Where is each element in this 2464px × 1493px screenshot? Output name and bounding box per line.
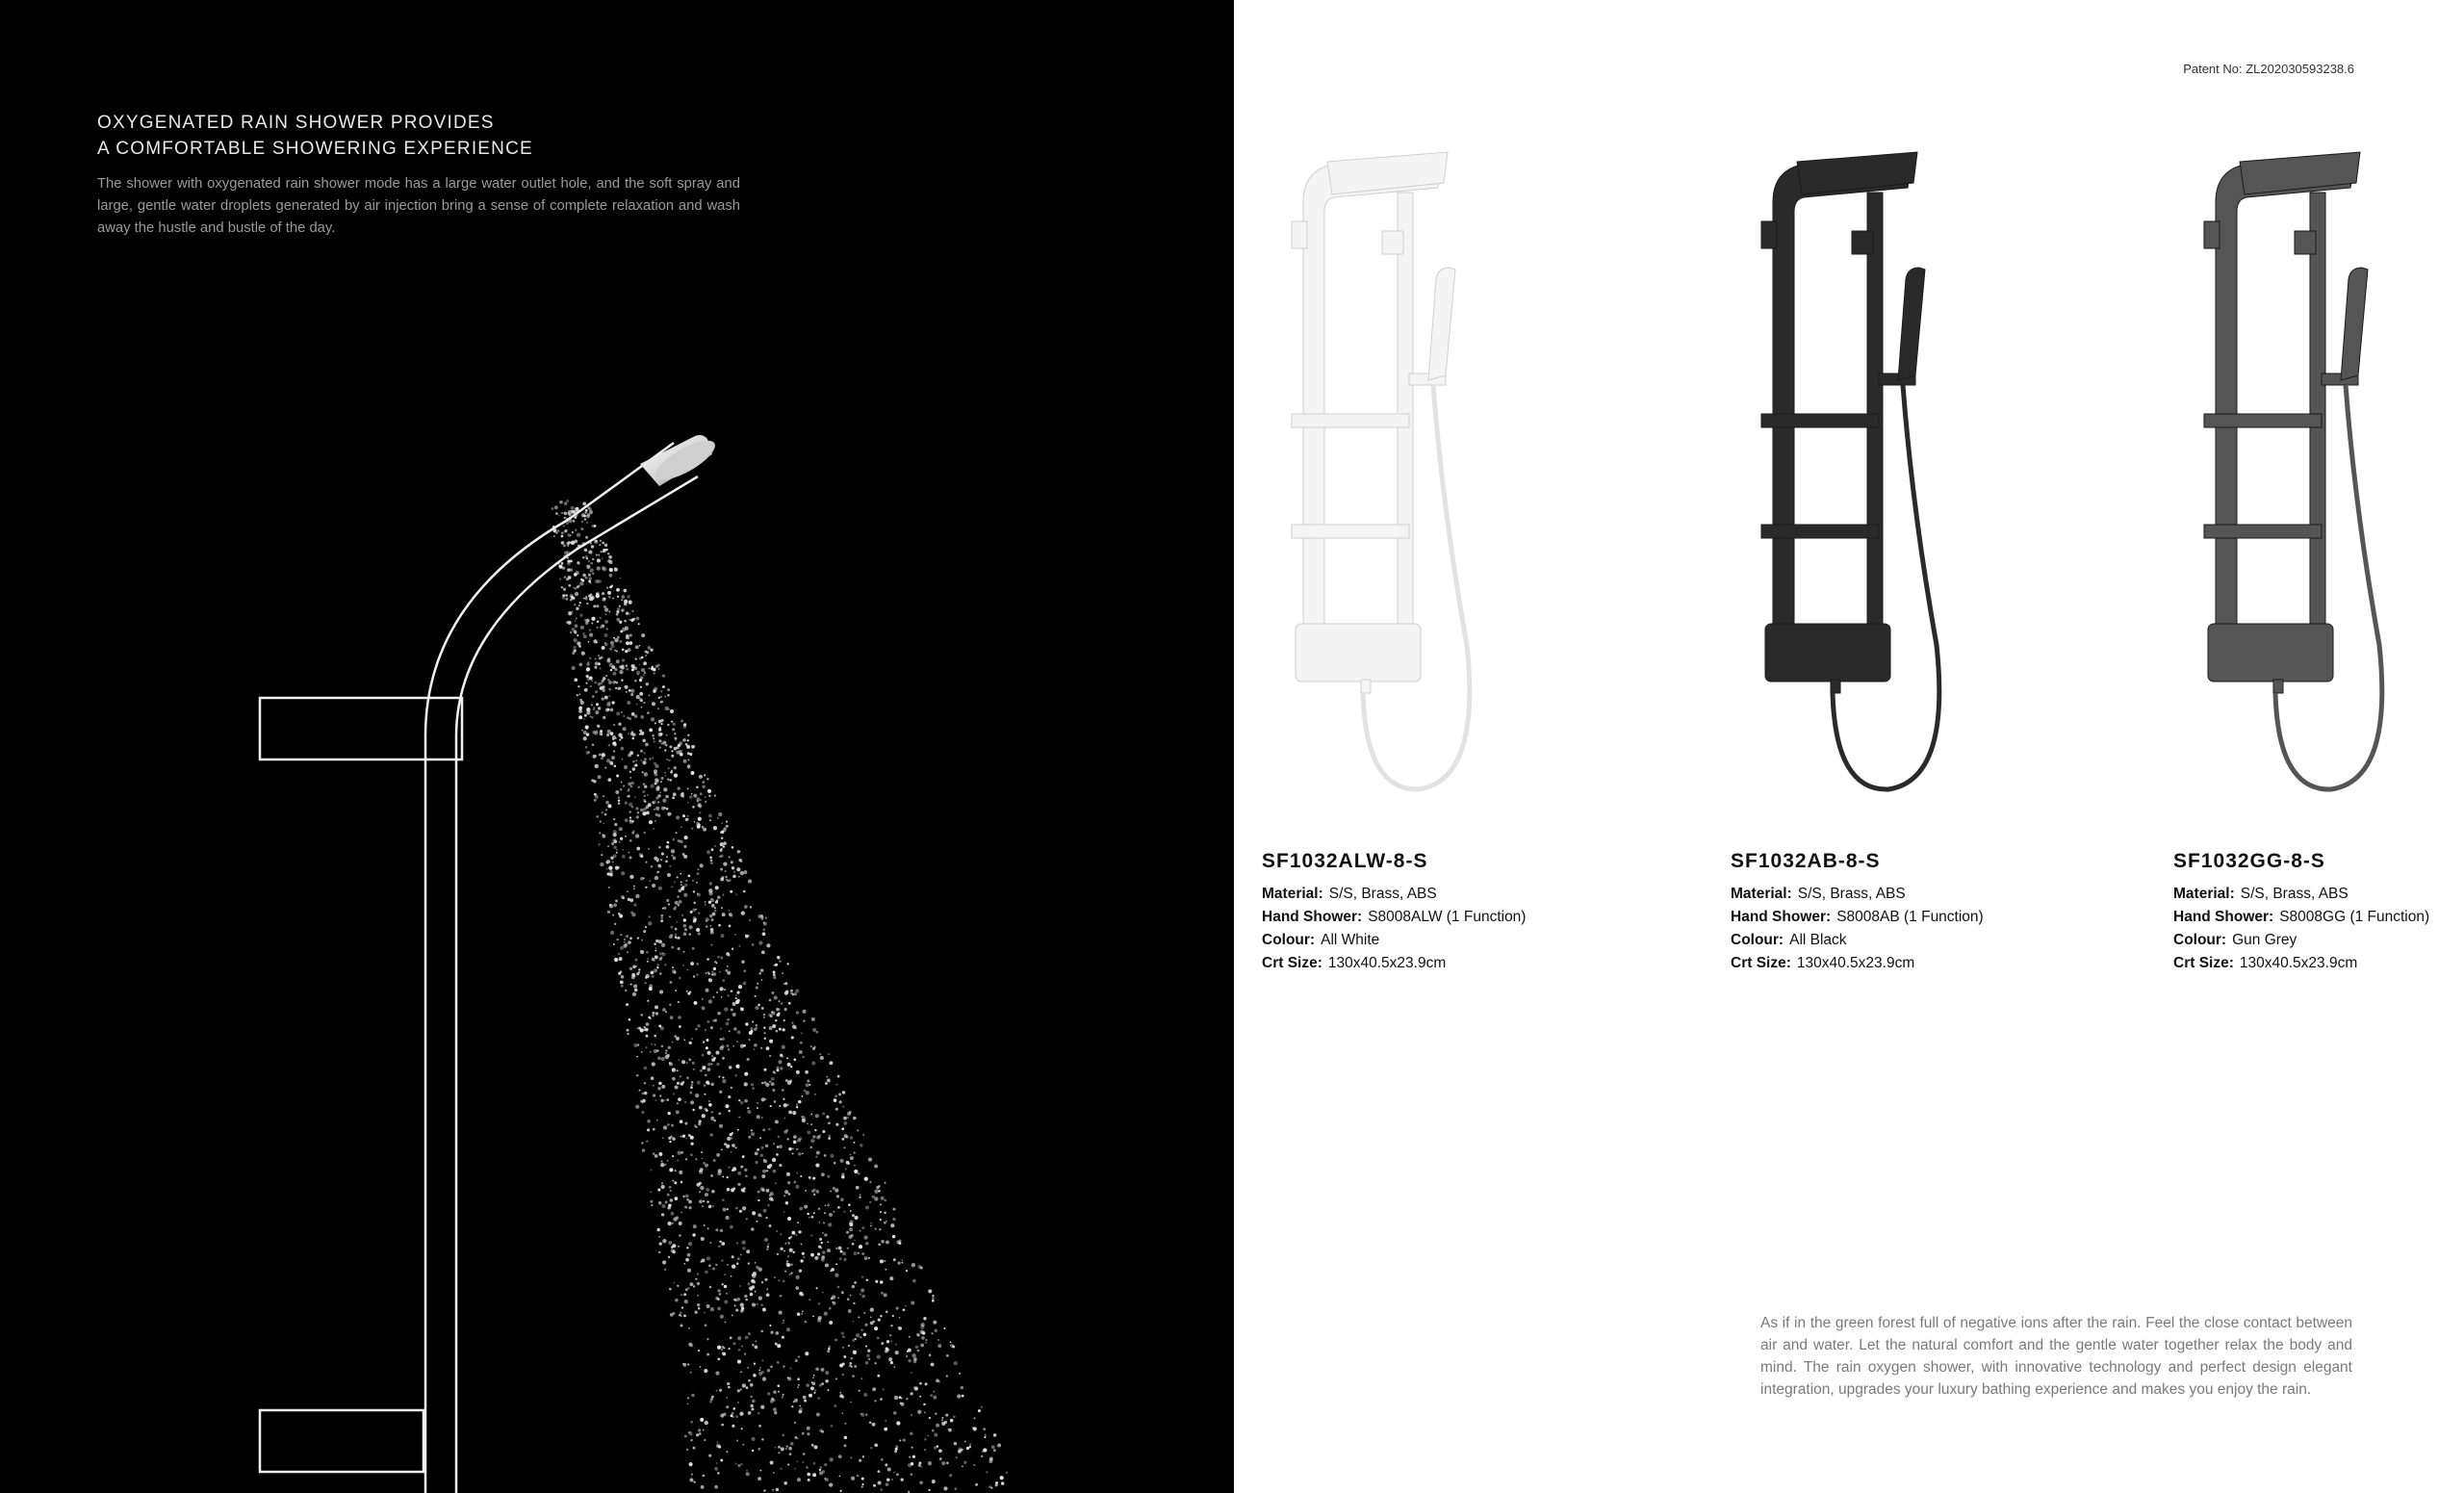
spec-row: Hand Shower: S8008ALW (1 Function) [1262,909,1527,925]
closing-paragraph: As if in the green forest full of negative ions after the rain. Feel the close contact between air and water. Let the natural comfort and the gentle water together relax the body and mind. The rain oxygen shower, with innovative technology and perfect design elegant integration, upgrades your luxury bathing experience and makes you enjoy the rain. [1760,1315,2352,1398]
spec-row: Colour: Gun Grey [2173,932,2297,948]
hero-headline [97,110,533,162]
model-number: SF1032AB-8-S [1731,850,1881,872]
spec-row: Colour: All Black [1731,932,1847,948]
product-image-black [1744,144,1975,799]
shower-head-icon [640,433,720,487]
water-spray [552,500,1008,1493]
patent-number: Patent No: ZL202030593238.6 [2183,62,2354,76]
spec-row: Hand Shower: S8008GG (1 Function) [2173,909,2430,925]
spec-row: Material: S/S, Brass, ABS [2173,886,2348,902]
spec-row: Hand Shower: S8008AB (1 Function) [1731,909,1984,925]
headline-line-2: A COMFORTABLE SHOWERING EXPERIENCE [97,139,533,159]
spec-block [1262,850,1526,975]
spec-row: Crt Size: 130x40.5x23.9cm [1262,955,1447,971]
spec-row: Crt Size: 130x40.5x23.9cm [1731,955,1915,971]
product-panel [1234,0,2464,1493]
spec-row: Material: S/S, Brass, ABS [1262,886,1437,902]
product-image-grey [2187,144,2418,799]
spec-row: Colour: All White [1262,932,1380,948]
spec-block [1731,850,1984,975]
spec-block [2173,850,2429,975]
hero-intro-text: The shower with oxygenated rain shower mode has a large water outlet hole, and the soft spray and large, gentle water droplets generated by air injection bring a sense of complete relaxation and wash away the hustle and bustle of the day. [97,176,740,236]
model-number: SF1032GG-8-S [2173,850,2325,872]
headline-line-1: OXYGENATED RAIN SHOWER PROVIDES [97,113,495,133]
product-image-white [1274,144,1505,799]
rain-shower-illustration [0,404,1234,1493]
spec-row: Material: S/S, Brass, ABS [1731,886,1906,902]
spec-row: Crt Size: 130x40.5x23.9cm [2173,955,2358,971]
model-number: SF1032ALW-8-S [1262,850,1428,872]
